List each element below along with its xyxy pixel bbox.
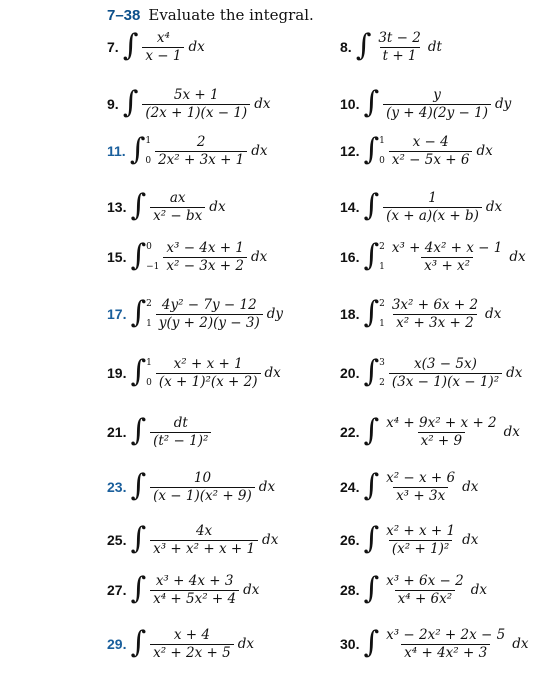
integral	[130, 297, 283, 332]
numerator: x³ + 4x + 3	[155, 572, 234, 589]
problem-number: 29.	[107, 636, 127, 652]
integral-sign-icon: ∫	[130, 295, 147, 330]
fraction	[383, 523, 458, 558]
numerator: x² − x + 6	[386, 469, 456, 486]
numerator: 3t − 2	[378, 29, 421, 46]
problem-item	[340, 237, 526, 277]
integral	[130, 134, 268, 169]
differential: dx	[470, 582, 487, 598]
denominator: (2x + 1)(x − 1)	[142, 104, 250, 122]
problem-number: 20.	[340, 365, 360, 381]
lower-limit: −1	[146, 262, 160, 272]
problem-item	[340, 624, 529, 664]
fraction	[150, 573, 239, 608]
numerator: 5x + 1	[173, 86, 219, 103]
integral-sign-icon: ∫	[363, 571, 380, 606]
numerator: ax	[169, 189, 186, 206]
denominator: x⁴ + 5x² + 4	[150, 590, 239, 608]
numerator: dt	[173, 414, 188, 431]
problem-number: 18.	[340, 306, 360, 322]
upper-limit: 1	[146, 358, 152, 368]
fraction	[389, 240, 506, 275]
problem-number: 27.	[107, 582, 127, 598]
differential: dx	[188, 39, 205, 55]
fraction	[150, 470, 255, 505]
upper-limit: 2	[379, 299, 385, 309]
integral-sign-icon: ∫	[355, 28, 372, 63]
integral-sign-icon: ∫	[363, 295, 380, 330]
integral-sign-icon: ∫	[363, 413, 380, 448]
problem-item	[107, 570, 259, 610]
fraction	[389, 297, 481, 332]
integral-limits	[379, 242, 385, 272]
problem-number: 13.	[107, 199, 127, 215]
problem-number: 17.	[107, 306, 127, 322]
differential: dx	[506, 365, 523, 381]
integral	[363, 523, 478, 558]
fraction	[155, 134, 247, 169]
fraction	[389, 134, 473, 169]
integral	[130, 356, 280, 391]
numerator: x³ − 2x² + 2x − 5	[386, 626, 506, 643]
integral	[363, 573, 487, 608]
integral-sign-icon: ∫	[130, 413, 147, 448]
fraction	[142, 30, 184, 65]
lower-limit: 1	[379, 319, 385, 329]
problem-number: 12.	[340, 143, 360, 159]
numerator: x² + x + 1	[173, 355, 243, 372]
lower-limit: 1	[146, 319, 152, 329]
upper-limit: 2	[379, 242, 385, 252]
problem-item	[107, 353, 281, 393]
numerator: 4y² − 7y − 12	[161, 296, 257, 313]
problem-item	[340, 520, 478, 560]
integral-sign-icon: ∫	[130, 521, 147, 556]
differential: dx	[251, 143, 268, 159]
problem-item	[107, 520, 278, 560]
denominator: (y + 4)(2y − 1)	[383, 104, 491, 122]
denominator: x³ + x²	[421, 257, 473, 275]
denominator: y(y + 2)(y − 3)	[156, 314, 263, 332]
differential: dx	[476, 143, 493, 159]
problem-item	[340, 84, 511, 124]
integral-sign-icon: ∫	[129, 132, 146, 167]
integral-limits	[379, 358, 385, 388]
numerator: x³ − 4x + 1	[166, 239, 244, 256]
fraction	[383, 415, 500, 450]
lower-limit: 1	[379, 262, 385, 272]
numerator: x(3 − 5x)	[414, 355, 477, 372]
problem-number: 26.	[340, 532, 360, 548]
differential: dx	[512, 636, 529, 652]
problem-number: 25.	[107, 532, 127, 548]
problem-number: 7.	[107, 39, 119, 55]
problem-item	[340, 353, 522, 393]
problem-number: 28.	[340, 582, 360, 598]
integral	[363, 240, 525, 275]
integral	[130, 470, 275, 505]
differential: dy	[495, 96, 512, 112]
differential: dx	[237, 636, 254, 652]
fraction	[383, 627, 508, 662]
numerator: x³ + 6x − 2	[386, 572, 464, 589]
fraction	[383, 470, 458, 505]
numerator: y	[433, 86, 441, 103]
denominator: x⁴ + 6x²	[395, 590, 456, 608]
denominator: (x − 1)(x² + 9)	[150, 487, 255, 505]
integral	[363, 297, 501, 332]
integral	[363, 190, 502, 225]
lower-limit: 0	[146, 378, 152, 388]
differential: dx	[503, 424, 520, 440]
numerator: 10	[193, 469, 212, 486]
integral	[130, 240, 267, 275]
integral-sign-icon: ∫	[363, 188, 380, 223]
integral-sign-icon: ∫	[130, 468, 147, 503]
problem-item	[107, 187, 226, 227]
integral	[130, 573, 259, 608]
differential: dx	[258, 479, 276, 495]
problem-item	[107, 467, 275, 507]
integral-sign-icon: ∫	[130, 238, 147, 273]
problem-number: 22.	[340, 424, 360, 440]
fraction	[150, 190, 205, 225]
numerator: x³ + 4x² + x − 1	[391, 239, 503, 256]
denominator: x² + 9	[418, 432, 466, 450]
integral	[130, 190, 225, 225]
problem-item	[107, 84, 270, 124]
problem-item	[107, 131, 268, 171]
integral-limits	[379, 299, 385, 329]
integral	[130, 627, 254, 662]
integral	[123, 30, 205, 65]
integral-limits	[146, 358, 152, 388]
integral-sign-icon: ∫	[363, 85, 380, 120]
problem-number: 11.	[107, 143, 126, 159]
differential: dx	[485, 306, 502, 322]
fraction	[150, 415, 211, 450]
problem-number: 23.	[107, 479, 127, 495]
problem-number: 30.	[340, 636, 360, 652]
problem-number: 10.	[340, 96, 360, 112]
integral-sign-icon: ∫	[363, 238, 380, 273]
fraction	[142, 87, 250, 122]
integral	[363, 627, 528, 662]
integral	[363, 356, 522, 391]
problem-item	[340, 294, 501, 334]
problem-item	[107, 412, 213, 452]
denominator: x³ + x² + x + 1	[150, 540, 258, 558]
denominator: 2x² + 3x + 1	[155, 151, 247, 169]
denominator: (x + 1)²(x + 2)	[156, 373, 261, 391]
problem-number: 14.	[340, 199, 360, 215]
integral-sign-icon: ∫	[363, 468, 380, 503]
numerator: x⁴	[156, 29, 170, 46]
integral-sign-icon: ∫	[130, 625, 147, 660]
integral-sign-icon: ∫	[122, 28, 139, 63]
problem-item	[340, 570, 487, 610]
problem-number: 9.	[107, 96, 119, 112]
fraction	[163, 240, 247, 275]
fraction	[156, 356, 261, 391]
integral-sign-icon: ∫	[363, 625, 380, 660]
fraction	[383, 190, 482, 225]
problem-item	[107, 237, 267, 277]
problem-number: 19.	[107, 365, 127, 381]
differential: dx	[462, 532, 479, 548]
lower-limit: 2	[379, 378, 385, 388]
exercise-instruction: Evaluate the integral.	[148, 6, 314, 24]
integral-sign-icon: ∫	[363, 354, 380, 389]
problem-number: 8.	[340, 39, 352, 55]
integral	[123, 87, 271, 122]
lower-limit: 0	[379, 156, 385, 166]
denominator: x⁴ + 4x² + 3	[401, 644, 490, 662]
integral-sign-icon: ∫	[130, 571, 147, 606]
denominator: (t² − 1)²	[150, 432, 211, 450]
lower-limit: 0	[145, 156, 152, 166]
problem-item	[107, 624, 254, 664]
integral-sign-icon: ∫	[363, 521, 380, 556]
fraction	[156, 297, 263, 332]
integral-limits	[146, 299, 152, 329]
differential: dx	[485, 199, 503, 215]
problem-item	[107, 294, 283, 334]
upper-limit: 3	[379, 358, 385, 368]
denominator: x² − bx	[150, 207, 205, 225]
denominator: x − 1	[142, 47, 184, 65]
numerator: 3x² + 6x + 2	[391, 296, 479, 313]
numerator: x − 4	[412, 133, 449, 150]
problem-number: 21.	[107, 424, 127, 440]
integral	[130, 523, 278, 558]
integral	[363, 470, 478, 505]
exercise-header	[107, 6, 314, 24]
denominator: x² − 3x + 2	[163, 257, 247, 275]
differential: dx	[254, 96, 271, 112]
denominator: x² + 2x + 5	[150, 644, 234, 662]
integral	[363, 134, 492, 169]
fraction	[150, 627, 234, 662]
denominator: x³ + 3x	[393, 487, 448, 505]
problem-item	[340, 467, 478, 507]
differential: dt	[427, 39, 442, 55]
numerator: x² + x + 1	[386, 522, 456, 539]
numerator: 2	[196, 133, 206, 150]
fraction	[389, 356, 502, 391]
differential: dx	[262, 532, 279, 548]
problem-number: 15.	[107, 249, 127, 265]
differential: dx	[209, 199, 226, 215]
integral-limits	[145, 136, 151, 166]
numerator: 4x	[195, 522, 213, 539]
problem-item	[340, 412, 520, 452]
denominator: t + 1	[380, 47, 420, 65]
differential: dx	[243, 582, 260, 598]
integral	[363, 415, 519, 450]
fraction	[150, 523, 258, 558]
integral	[356, 30, 442, 65]
differential: dy	[266, 306, 284, 322]
integral-sign-icon: ∫	[130, 188, 147, 223]
integral-sign-icon: ∫	[363, 132, 380, 167]
upper-limit: 0	[146, 242, 152, 252]
integral	[363, 87, 511, 122]
upper-limit: 1	[379, 136, 385, 146]
upper-limit: 1	[145, 136, 152, 146]
integral-limits	[146, 242, 159, 272]
differential: dx	[462, 479, 479, 495]
problem-item	[107, 27, 205, 67]
problem-item	[340, 187, 502, 227]
integral	[130, 415, 213, 450]
fraction	[383, 573, 467, 608]
problem-number: 16.	[340, 249, 360, 265]
exercise-range: 7–38	[107, 7, 141, 24]
upper-limit: 2	[146, 299, 152, 309]
denominator: (3x − 1)(x − 1)²	[389, 373, 502, 391]
differential: dx	[509, 249, 526, 265]
problem-number: 24.	[340, 479, 360, 495]
integral-sign-icon: ∫	[130, 354, 147, 389]
differential: dx	[264, 365, 281, 381]
denominator: x² + 3x + 2	[393, 314, 477, 332]
numerator: 1	[428, 189, 437, 206]
fraction	[383, 87, 491, 122]
fraction	[375, 30, 424, 65]
differential: dx	[251, 249, 268, 265]
denominator: (x² + 1)²	[389, 540, 452, 558]
integral-sign-icon: ∫	[122, 85, 139, 120]
problem-item	[340, 131, 493, 171]
numerator: x + 4	[173, 626, 210, 643]
integral-limits	[379, 136, 385, 166]
problem-item	[340, 27, 442, 67]
denominator: x² − 5x + 6	[389, 151, 473, 169]
denominator: (x + a)(x + b)	[383, 207, 482, 225]
numerator: x⁴ + 9x² + x + 2	[386, 414, 497, 431]
